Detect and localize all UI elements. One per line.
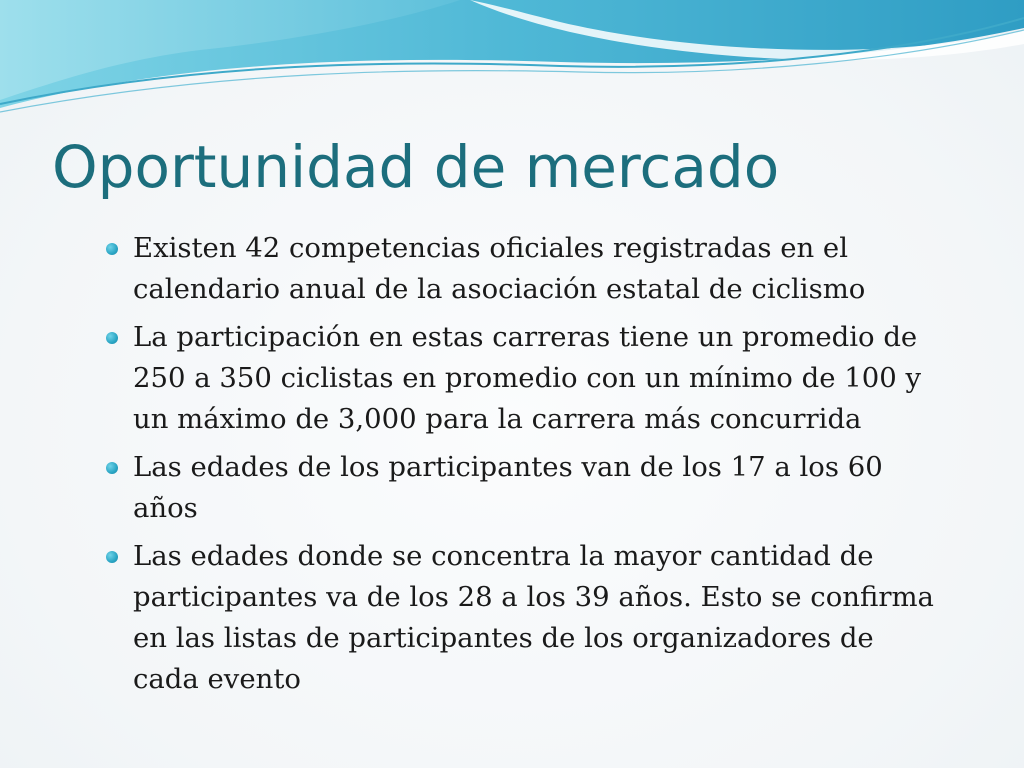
bullet-line: años bbox=[133, 492, 198, 524]
bullet-line: Las edades de los participantes van de los 17 a los 60 bbox=[133, 451, 883, 483]
header-wave-decoration bbox=[0, 0, 1024, 120]
bullet-line: Las edades donde se concentra la mayor cantidad de bbox=[133, 540, 874, 572]
bullet-list bbox=[106, 228, 966, 707]
bullet-line: en las listas de participantes de los organizadores de bbox=[133, 622, 874, 654]
bullet-line: Existen 42 competencias oficiales registradas en el bbox=[133, 232, 848, 264]
bullet-line: participantes va de los 28 a los 39 años. Esto se confirma bbox=[133, 581, 934, 613]
bullet-line: calendario anual de la asociación estatal de ciclismo bbox=[133, 273, 866, 305]
bullet-line: cada evento bbox=[133, 663, 301, 695]
slide-title: Oportunidad de mercado bbox=[52, 133, 780, 201]
bullet-line: 250 a 350 ciclistas en promedio con un mínimo de 100 y bbox=[133, 362, 921, 394]
bullet-item bbox=[106, 228, 966, 310]
bullet-dot-icon bbox=[106, 551, 118, 563]
bullet-dot-icon bbox=[106, 332, 118, 344]
bullet-item bbox=[106, 447, 966, 529]
bullet-dot-icon bbox=[106, 243, 118, 255]
bullet-line: La participación en estas carreras tiene un promedio de bbox=[133, 321, 918, 353]
bullet-item bbox=[106, 536, 966, 700]
bullet-item bbox=[106, 317, 966, 440]
bullet-dot-icon bbox=[106, 462, 118, 474]
bullet-line: un máximo de 3,000 para la carrera más concurrida bbox=[133, 403, 862, 435]
